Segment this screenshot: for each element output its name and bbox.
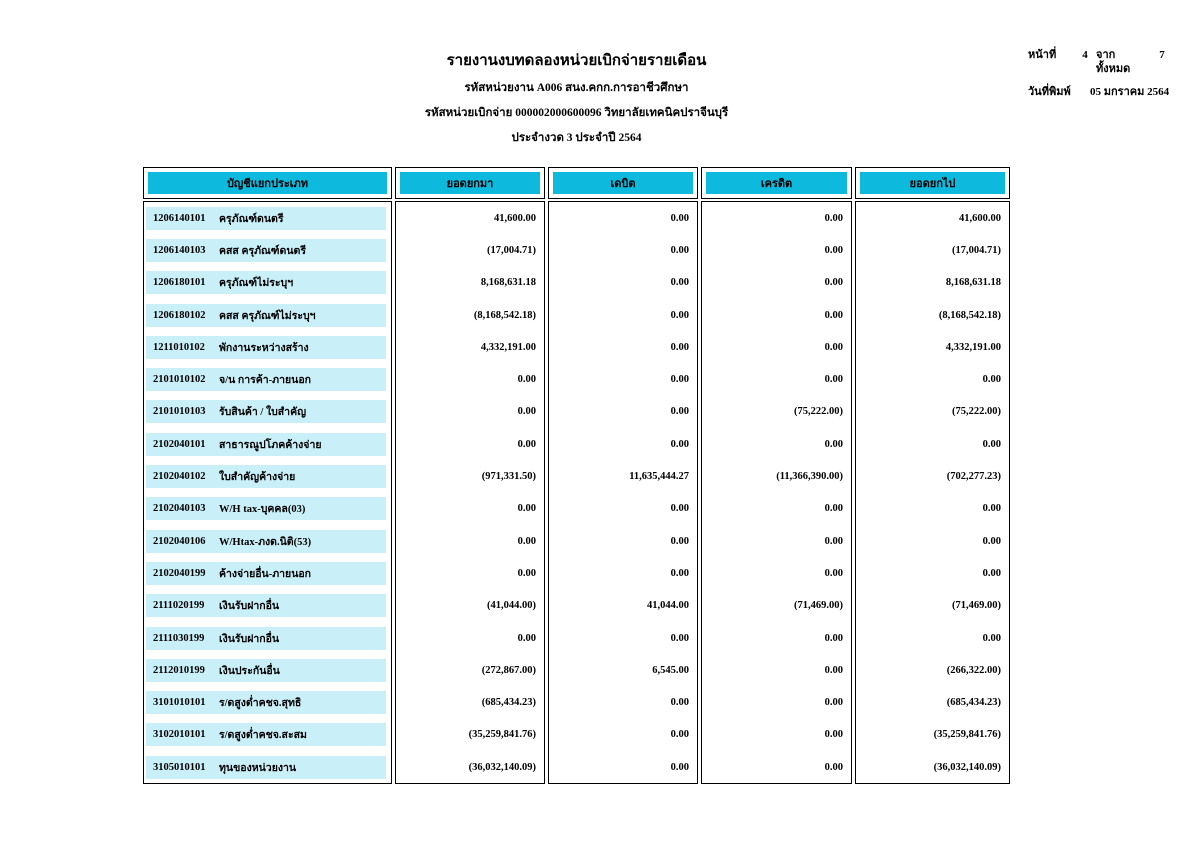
debit-amount-cell: 0.00 [670,567,689,579]
column-header-credit [701,167,852,199]
debit-amount-row [549,751,697,783]
account-row-stripe [146,465,386,488]
opening-amount-cell: (8,168,542.18) [473,309,536,321]
account-name: ครุภัณฑ์ดนตรี [219,213,284,225]
account-row-stripe [146,530,386,553]
opening-amount-row [396,460,544,492]
closing-amount-row [856,267,1009,299]
column-body-closing [855,201,1010,784]
page-number-row [1028,48,1176,76]
account-row-stripe [146,304,386,327]
closing-amount-row [856,202,1009,234]
closing-amount-row [856,719,1009,751]
closing-amount-row [856,525,1009,557]
account-row [144,331,391,363]
column-header-closing [855,167,1010,199]
account-code: 3105010101 [153,761,206,773]
opening-amount-row [396,234,544,266]
account-name: คสส ครุภัณฑ์ดนตรี [219,245,306,257]
debit-amount-row [549,590,697,622]
opening-amount-row [396,590,544,622]
column-closing-balance [855,167,1010,784]
closing-amount-row [856,590,1009,622]
account-name: ใบสำคัญค้างจ่าย [219,472,296,484]
closing-amount-cell: (75,222.00) [952,406,1001,418]
closing-amount-row [856,299,1009,331]
opening-amount-row [396,719,544,751]
closing-amount-cell: 0.00 [982,567,1001,579]
closing-amount-row [856,234,1009,266]
opening-amount-cell: 0.00 [517,374,536,386]
closing-amount-row [856,557,1009,589]
account-row-stripe [146,336,386,359]
opening-amount-cell: (17,004.71) [487,244,536,256]
debit-amount-cell: 0.00 [670,309,689,321]
account-row [144,428,391,460]
account-row [144,234,391,266]
opening-amount-row [396,751,544,783]
account-row [144,525,391,557]
closing-amount-row [856,751,1009,783]
debit-amount-cell: 0.00 [670,212,689,224]
account-row [144,751,391,783]
opening-amount-row [396,493,544,525]
account-code: 1206140103 [153,244,206,256]
account-row [144,590,391,622]
closing-amount-cell: (36,032,140.09) [933,761,1001,773]
credit-amount-cell: 0.00 [824,535,843,547]
account-code: 3101010101 [153,697,206,709]
debit-amount-row [549,202,697,234]
page-title: รายงานงบทดลองหน่วยเบิกจ่ายรายเดือน [446,53,707,69]
report-header [143,52,1010,145]
account-row [144,557,391,589]
closing-amount-row [856,460,1009,492]
debit-amount-cell: 0.00 [670,503,689,515]
debit-amount-cell: 0.00 [670,438,689,450]
column-body-opening [395,201,545,784]
credit-amount-cell: 0.00 [824,309,843,321]
account-name: ร/ดสูงต่ำคชจ.สุทธิ [219,698,302,710]
debit-amount-row [549,267,697,299]
credit-amount-row [702,202,851,234]
account-row-stripe [146,659,386,682]
opening-amount-row [396,525,544,557]
credit-amount-row [702,654,851,686]
account-code: 2102040199 [153,567,206,579]
opening-amount-row [396,299,544,331]
account-code: 2101010103 [153,406,206,418]
opening-amount-row [396,428,544,460]
column-header-opening [395,167,545,199]
total-pages: 7 [1159,49,1165,61]
closing-amount-cell: (71,469.00) [952,600,1001,612]
account-row-stripe [146,239,386,262]
debit-amount-row [549,363,697,395]
account-row [144,299,391,331]
opening-amount-row [396,654,544,686]
closing-amount-cell: 0.00 [982,374,1001,386]
account-row [144,202,391,234]
closing-amount-cell: 8,168,631.18 [945,277,1001,289]
column-header-credit-label: เครดิต [706,172,847,194]
column-header-debit-label: เดบิต [553,172,693,194]
period-line: ประจำงวด 3 ประจำปี 2564 [511,132,642,144]
opening-amount-cell: 8,168,631.18 [480,277,536,289]
trial-balance-table [143,167,1010,784]
column-account [143,167,392,784]
credit-amount-cell: 0.00 [824,761,843,773]
credit-amount-row [702,428,851,460]
opening-amount-cell: 0.00 [517,406,536,418]
debit-amount-row [549,686,697,718]
account-row-stripe [146,723,386,746]
credit-amount-cell: 0.00 [824,212,843,224]
closing-amount-cell: 0.00 [982,632,1001,644]
debit-amount-cell: 0.00 [670,697,689,709]
credit-amount-cell: 0.00 [824,664,843,676]
account-code: 2102040102 [153,471,206,483]
debit-amount-cell: 0.00 [670,244,689,256]
closing-amount-cell: (35,259,841.76) [933,729,1001,741]
account-row [144,267,391,299]
account-code: 2101010102 [153,374,206,386]
closing-amount-row [856,363,1009,395]
credit-amount-cell: 0.00 [824,341,843,353]
credit-amount-row [702,396,851,428]
debit-amount-cell: 6,545.00 [652,664,689,676]
column-body-debit [548,201,698,784]
closing-amount-cell: (702,277.23) [946,471,1001,483]
debit-amount-cell: 0.00 [670,729,689,741]
opening-amount-cell: 0.00 [517,567,536,579]
credit-amount-cell: (71,469.00) [794,600,843,612]
closing-amount-row [856,622,1009,654]
account-name: W/Htax-ภงด.นิติ(53) [219,536,312,548]
page-number: 4 [1082,49,1088,61]
account-row-stripe [146,756,386,779]
column-header-debit [548,167,698,199]
closing-amount-row [856,493,1009,525]
credit-amount-cell: 0.00 [824,729,843,741]
closing-amount-cell: 0.00 [982,503,1001,515]
credit-amount-row [702,751,851,783]
credit-amount-cell: 0.00 [824,277,843,289]
account-row-stripe [146,368,386,391]
opening-amount-row [396,331,544,363]
opening-amount-cell: (272,867.00) [481,664,536,676]
debit-amount-row [549,299,697,331]
column-body-credit [701,201,852,784]
opening-amount-row [396,557,544,589]
account-code: 1206180102 [153,309,206,321]
account-row-stripe [146,562,386,585]
column-header-closing-label: ยอดยกไป [860,172,1005,194]
opening-amount-row [396,202,544,234]
account-row-stripe [146,691,386,714]
debit-amount-row [549,654,697,686]
column-header-account [143,167,392,199]
column-header-account-label: บัญชีแยกประเภท [148,172,387,194]
column-body-account [143,201,392,784]
credit-amount-cell: 0.00 [824,697,843,709]
account-row [144,460,391,492]
opening-amount-cell: 4,332,191.00 [480,341,536,353]
credit-amount-row [702,299,851,331]
disbursing-unit-line: รหัสหน่วยเบิกจ่าย 000002000600096 วิทยาลัยเทคนิคปราจีนบุรี [424,107,729,119]
account-name: พักงานระหว่างสร้าง [219,342,309,354]
account-code: 2112010199 [153,664,205,676]
account-code: 1211010102 [153,341,205,353]
closing-amount-cell: 0.00 [982,438,1001,450]
account-code: 2102040106 [153,535,206,547]
account-code: 2102040101 [153,438,206,450]
account-name: คสส ครุภัณฑ์ไม่ระบุฯ [219,310,316,322]
closing-amount-cell: 0.00 [982,535,1001,547]
account-name: ค้างจ่ายอื่น-ภายนอก [219,568,312,580]
credit-amount-row [702,493,851,525]
account-name: ทุนของหน่วยงาน [219,762,297,774]
credit-amount-cell: 0.00 [824,632,843,644]
account-name: เงินรับฝากอื่น [219,633,280,645]
opening-amount-cell: 0.00 [517,438,536,450]
opening-amount-cell: 0.00 [517,535,536,547]
account-row [144,719,391,751]
account-code: 2111030199 [153,632,205,644]
account-code: 1206140101 [153,212,206,224]
credit-amount-row [702,557,851,589]
credit-amount-row [702,686,851,718]
debit-amount-row [549,460,697,492]
account-row-stripe [146,594,386,617]
closing-amount-row [856,686,1009,718]
total-pages-label: จากทั้งหมด [1096,49,1131,75]
credit-amount-cell: (11,366,390.00) [776,471,843,483]
opening-amount-cell: (971,331.50) [481,471,536,483]
account-code: 1206180101 [153,277,206,289]
closing-amount-cell: (685,434.23) [946,697,1001,709]
closing-amount-row [856,396,1009,428]
opening-amount-cell: (36,032,140.09) [468,761,536,773]
credit-amount-cell: 0.00 [824,438,843,450]
opening-amount-cell: 41,600.00 [494,212,536,224]
page-label: หน้าที่ [1028,49,1057,61]
print-date-row [1028,85,1176,99]
debit-amount-cell: 0.00 [670,632,689,644]
column-opening-balance [395,167,545,784]
account-name: เงินรับฝากอื่น [219,601,280,613]
account-name: W/H tax-บุคคล(03) [219,504,306,516]
debit-amount-row [549,396,697,428]
closing-amount-row [856,654,1009,686]
debit-amount-row [549,525,697,557]
debit-amount-cell: 0.00 [670,761,689,773]
closing-amount-cell: (17,004.71) [952,244,1001,256]
debit-amount-cell: 11,635,444.27 [629,471,689,483]
debit-amount-cell: 0.00 [670,374,689,386]
debit-amount-row [549,719,697,751]
account-row-stripe [146,400,386,423]
debit-amount-row [549,493,697,525]
credit-amount-cell: 0.00 [824,503,843,515]
account-row [144,686,391,718]
credit-amount-row [702,525,851,557]
page-info [1028,48,1176,108]
account-name: รับสินค้า / ใบสำคัญ [219,407,307,419]
debit-amount-cell: 0.00 [670,406,689,418]
credit-amount-row [702,460,851,492]
closing-amount-row [856,331,1009,363]
credit-amount-row [702,590,851,622]
opening-amount-row [396,622,544,654]
account-row-stripe [146,271,386,294]
account-code: 2102040103 [153,503,206,515]
column-header-opening-label: ยอดยกมา [400,172,540,194]
opening-amount-row [396,396,544,428]
credit-amount-row [702,622,851,654]
debit-amount-row [549,428,697,460]
credit-amount-cell: (75,222.00) [794,406,843,418]
credit-amount-row [702,331,851,363]
closing-amount-cell: (266,322.00) [946,664,1001,676]
account-row [144,396,391,428]
credit-amount-cell: 0.00 [824,244,843,256]
opening-amount-cell: (35,259,841.76) [468,729,536,741]
account-row-stripe [146,497,386,520]
account-row [144,622,391,654]
debit-amount-row [549,331,697,363]
account-name: ร/ดสูงต่ำคชจ.สะสม [219,730,307,742]
column-credit [701,167,852,784]
credit-amount-row [702,234,851,266]
column-debit [548,167,698,784]
credit-amount-row [702,267,851,299]
debit-amount-row [549,557,697,589]
opening-amount-row [396,363,544,395]
credit-amount-row [702,719,851,751]
account-row [144,493,391,525]
opening-amount-cell: (685,434.23) [481,697,536,709]
account-row-stripe [146,433,386,456]
credit-amount-cell: 0.00 [824,567,843,579]
account-row [144,363,391,395]
account-row-stripe [146,627,386,650]
debit-amount-cell: 0.00 [670,535,689,547]
account-row [144,654,391,686]
debit-amount-row [549,622,697,654]
account-name: ครุภัณฑ์ไม่ระบุฯ [219,278,294,290]
account-name: สาธารณูปโภคค้างจ่าย [219,439,322,451]
credit-amount-row [702,363,851,395]
opening-amount-row [396,686,544,718]
print-date-label: วันที่พิมพ์ [1028,86,1071,98]
debit-amount-cell: 0.00 [670,277,689,289]
closing-amount-cell: 4,332,191.00 [945,341,1001,353]
debit-amount-cell: 0.00 [670,341,689,353]
closing-amount-row [856,428,1009,460]
account-row-stripe [146,207,386,230]
agency-code-line: รหัสหน่วยงาน A006 สนง.คกก.การอาชีวศึกษา [464,82,689,94]
debit-amount-cell: 41,044.00 [647,600,689,612]
opening-amount-cell: 0.00 [517,503,536,515]
print-date: 05 มกราคม 2564 [1090,86,1170,98]
opening-amount-cell: (41,044.00) [487,600,536,612]
account-name: จ/น การค้า-ภายนอก [219,375,311,387]
credit-amount-cell: 0.00 [824,374,843,386]
opening-amount-row [396,267,544,299]
account-code: 3102010101 [153,729,206,741]
opening-amount-cell: 0.00 [517,632,536,644]
debit-amount-row [549,234,697,266]
closing-amount-cell: 41,600.00 [959,212,1001,224]
closing-amount-cell: (8,168,542.18) [938,309,1001,321]
account-name: เงินประกันอื่น [219,665,280,677]
account-code: 2111020199 [153,600,205,612]
